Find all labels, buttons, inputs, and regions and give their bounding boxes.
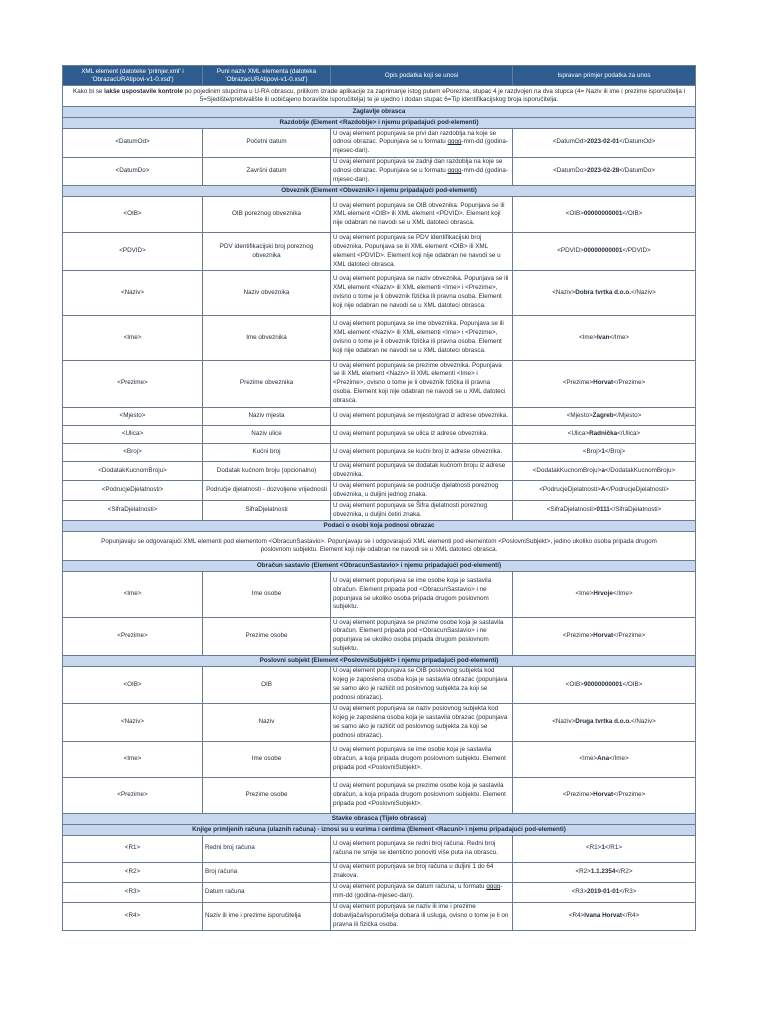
example-open-tag: <R3> — [571, 887, 588, 895]
example-value: Horvat — [593, 379, 614, 387]
section-row — [63, 561, 696, 572]
example-cell — [513, 129, 696, 158]
date-format-token: gggg — [486, 883, 501, 891]
example-cell — [513, 157, 696, 186]
full-name-cell: OIB — [203, 666, 331, 704]
section-row — [63, 107, 696, 118]
example-open-tag: <Ime> — [575, 590, 594, 598]
example-open-tag: <Prezime> — [562, 631, 594, 639]
full-name-cell: Početni datum — [203, 129, 331, 158]
example-cell — [513, 862, 696, 882]
table-row — [63, 443, 696, 461]
example-close-tag: </R4> — [622, 911, 640, 919]
description-cell: U ovaj element popunjava se ime osobe koja je sastavila obračun. Element pripada pod <ObracunSastavio> i ne popunjava se ukoliko osoba pripada drugom poslovnom subjektu. — [331, 572, 513, 618]
example-open-tag: <DatumDo> — [553, 167, 588, 175]
intro-row — [63, 86, 696, 107]
header-description: Opis podatka koji se unosi — [331, 66, 513, 86]
intro-note — [63, 86, 696, 107]
xml-element-cell: <OIB> — [63, 666, 203, 704]
table-row — [63, 197, 696, 233]
example-open-tag: <R1> — [585, 844, 602, 852]
example-open-tag: <Mjesto> — [566, 411, 593, 419]
example-value: 0111 — [596, 506, 610, 514]
xml-element-cell: <R3> — [63, 882, 203, 902]
section-row — [63, 118, 696, 129]
full-name-cell: Redni broj računa — [203, 835, 331, 862]
description-cell — [331, 157, 513, 186]
xml-element-cell: <PDVID> — [63, 233, 203, 271]
section-zaglavlje: Zaglavlje obrasca — [63, 107, 696, 118]
example-value: Dobra tvrtka d.o.o. — [575, 288, 631, 296]
section-knjige: Knjige primljenih računa (ulaznih računa) - iznosi su u eurima i centima (Element <Racuni> i njemu pripadajući pod-elementi) — [63, 824, 696, 835]
example-value: 90000000001 — [583, 680, 623, 688]
example-value: Horvat — [593, 631, 614, 639]
example-value: Druga tvrtka d.o.o. — [575, 718, 631, 726]
table-row — [63, 233, 696, 271]
header-full-name: Puni naziv XML elementa (datoteka 'ObrazacURAtipovi-v1-0.xsd') — [203, 66, 331, 86]
example-open-tag: <PodrucjeDjelatnosti> — [539, 486, 601, 494]
xml-element-cell: <R2> — [63, 862, 203, 882]
example-value: a — [601, 466, 605, 474]
example-cell — [513, 741, 696, 777]
xml-element-cell: <R4> — [63, 902, 203, 931]
example-close-tag: </Ime> — [612, 590, 633, 598]
full-name-cell: PDV identifikacijski broj poreznog obveznika — [203, 233, 331, 271]
xml-element-cell: <Prezime> — [63, 361, 203, 408]
table-row — [63, 461, 696, 481]
example-close-tag: </OIB> — [622, 210, 643, 218]
date-format-token: gggg — [447, 138, 462, 146]
example-close-tag: </PodrucjeDjelatnosti> — [605, 486, 669, 494]
example-cell — [513, 443, 696, 461]
note-row — [63, 532, 696, 561]
full-name-cell: Ime osobe — [203, 572, 331, 618]
xml-element-cell: <OIB> — [63, 197, 203, 233]
full-name-cell: Dodatak kućnom broju (opcionalno) — [203, 461, 331, 481]
description-cell — [331, 882, 513, 902]
xml-element-cell: <Naziv> — [63, 704, 203, 742]
example-cell — [513, 572, 696, 618]
example-close-tag: </SifraDjelatnosti> — [609, 506, 662, 514]
full-name-cell: Broj računa — [203, 862, 331, 882]
example-close-tag: </DatumOd> — [619, 138, 656, 146]
example-close-tag: </Prezime> — [613, 790, 646, 798]
xml-spec-table — [62, 65, 696, 931]
full-name-cell: Završni datum — [203, 157, 331, 186]
date-format-token: gggg — [447, 167, 462, 175]
xml-element-cell: <R1> — [63, 835, 203, 862]
example-value: A — [600, 486, 606, 494]
example-close-tag: </R1> — [604, 844, 623, 852]
table-row — [63, 501, 696, 521]
xml-element-cell: <DodatakKucnomBroju> — [63, 461, 203, 481]
example-open-tag: <R2> — [575, 867, 591, 875]
header-xml-element: XML element (datoteke 'primjer.xml' i 'ObrazacURAtipovi-v1-0.xsd') — [63, 66, 203, 86]
example-value: 1 — [601, 844, 605, 852]
xml-element-cell: <Naziv> — [63, 271, 203, 316]
section-row — [63, 521, 696, 532]
example-open-tag: <Ime> — [579, 754, 598, 762]
xml-element-cell: <Mjesto> — [63, 407, 203, 425]
example-cell — [513, 233, 696, 271]
section-sastavio: Obračun sastavio (Element <ObracunSastavio> i njemu pripadajući pod-elementi) — [63, 561, 696, 572]
full-name-cell: Područje djelatnosti - dozvoljene vrijednosti — [203, 481, 331, 501]
example-cell — [513, 777, 696, 813]
example-open-tag: <Ime> — [578, 333, 597, 341]
example-cell — [513, 461, 696, 481]
example-value: 1 — [601, 447, 605, 455]
description-cell: U ovaj element popunjava se OIB poslovnog subjekta kod kojeg je zaposlena osoba koja je sastavila obrazac (popunjava se samo ako je različit od poslovnog subjekta za koji se podnosi obrazac). — [331, 666, 513, 704]
xml-element-cell: <Ime> — [63, 572, 203, 618]
example-value: Ana — [597, 754, 610, 762]
example-value: Horvat — [593, 790, 614, 798]
table-row — [63, 407, 696, 425]
table-header-row — [63, 66, 696, 86]
xml-element-cell: <DatumDo> — [63, 157, 203, 186]
section-poslovni: Poslovni subjekt (Element <PoslovniSubjekt> i njemu pripadajući pod-elementi) — [63, 655, 696, 666]
example-open-tag: <Prezime> — [562, 790, 594, 798]
description-cell: U ovaj element popunjava se područje djelatnosti poreznog obveznika, u duljini jednog znaka. — [331, 481, 513, 501]
description-cell: U ovaj element popunjava se broj računa u duljini 1 do 64 znakova. — [331, 862, 513, 882]
example-close-tag: </DatumDo> — [619, 167, 655, 175]
table-row — [63, 129, 696, 158]
example-close-tag: </PDVID> — [622, 247, 651, 255]
description-cell: U ovaj element popunjava se OIB obveznika. Popunjava se ili XML element <OIB> ili XML element <PDVID>. Element koji nije odabran ne navodi se u XML datoteci obrasca. — [331, 197, 513, 233]
poslovni-group — [63, 666, 696, 813]
full-name-cell: SifraDjelatnosti — [203, 501, 331, 521]
table-row — [63, 835, 696, 862]
xml-element-cell: <Prezime> — [63, 618, 203, 656]
example-open-tag: <OIB> — [565, 680, 584, 688]
description-cell: U ovaj element popunjava se dodatak kućnom broju iz adrese obveznika. — [331, 461, 513, 481]
example-open-tag: <PDVID> — [557, 247, 584, 255]
example-value: 2023-02-28 — [587, 167, 620, 175]
description-cell: U ovaj element popunjava se ime obveznika. Popunjava se ili XML element <Naziv> ili XML elementi <Ime> i <Prezime>, ovisno o tome je li obveznik fizička ili pravna osoba. Element koji nije odabran ne navodi se u XML datoteci obrasca. — [331, 316, 513, 361]
example-value: Radnička — [589, 429, 618, 437]
full-name-cell: Naziv ili ime i prezime isporučitelja — [203, 902, 331, 931]
section-row — [63, 186, 696, 197]
example-cell — [513, 425, 696, 443]
example-close-tag: </DodatakKucnomBroju> — [604, 466, 676, 474]
description-cell: U ovaj element popunjava se ulica iz adrese obveznika. — [331, 425, 513, 443]
description-cell: U ovaj element popunjava se PDV identifikacijski broj obveznika. Popunjava se ili XML element <OIB> ili XML element <PDVID>. Element koji nije odabran ne navodi se u XML datoteci obrasca. — [331, 233, 513, 271]
table-row — [63, 316, 696, 361]
description-cell: U ovaj element popunjava se naziv obveznika. Popunjava se ili XML element <Naziv> ili XML elementi <Ime> i <Prezime>, ovisno o tome je li obveznik fizička ili pravna osoba. Element koji nije odabran ne navodi se u XML datoteci obrasca. — [331, 271, 513, 316]
example-cell — [513, 271, 696, 316]
description-cell — [331, 129, 513, 158]
example-open-tag: <R4> — [568, 911, 585, 919]
table-row — [63, 157, 696, 186]
example-cell — [513, 666, 696, 704]
example-value: Ivan — [596, 333, 610, 341]
description-text: U ovaj element popunjava se datum računa, u formatu — [333, 883, 487, 891]
table-row — [63, 666, 696, 704]
example-cell — [513, 481, 696, 501]
example-close-tag: </Broj> — [604, 447, 626, 455]
section-row — [63, 813, 696, 824]
example-close-tag: </Prezime> — [613, 631, 646, 639]
full-name-cell: Naziv mjesta — [203, 407, 331, 425]
example-open-tag: <OIB> — [565, 210, 584, 218]
section-row — [63, 824, 696, 835]
description-cell: U ovaj element popunjava se prezime osobe koja je sastavila obračun, a koja pripada drugom poslovnom subjektu. Element pripada pod <PoslovniSubjekt>. — [331, 777, 513, 813]
example-value: 2019-01-01 — [587, 887, 620, 895]
example-open-tag: <Ulica> — [567, 429, 590, 437]
table-row — [63, 902, 696, 931]
example-open-tag: <Naziv> — [552, 288, 576, 296]
section-row — [63, 655, 696, 666]
table-row — [63, 741, 696, 777]
full-name-cell: Ime osobe — [203, 741, 331, 777]
example-value: 2023-02-01 — [587, 138, 620, 146]
example-cell — [513, 407, 696, 425]
intro-pre: Kako bi se — [73, 88, 105, 95]
section-obveznik: Obveznik (Element <Obveznik> i njemu pripadajući pod-elementi) — [63, 186, 696, 197]
example-cell — [513, 197, 696, 233]
example-close-tag: </Mjesto> — [613, 411, 642, 419]
example-close-tag: </Ime> — [609, 754, 629, 762]
example-value: 00000000001 — [583, 210, 623, 218]
example-close-tag: </R2> — [615, 867, 633, 875]
full-name-cell: Prezime osobe — [203, 618, 331, 656]
example-cell — [513, 835, 696, 862]
full-name-cell: Prezime osobe — [203, 777, 331, 813]
example-close-tag: </Naziv> — [630, 288, 656, 296]
example-close-tag: </Ulica> — [617, 429, 641, 437]
description-cell: U ovaj element popunjava se naziv poslovnog subjekta kod kojeg je zaposlena osoba koja je sastavila obrazac (popunjava se samo ako je različit od poslovnog subjekta za koji se podnosi obrazac). — [331, 704, 513, 742]
section-podaci-osobi: Podaci o osobi koja podnosi obrazac — [63, 521, 696, 532]
example-cell — [513, 902, 696, 931]
example-cell — [513, 704, 696, 742]
example-open-tag: <SifraDjelatnosti> — [546, 506, 597, 514]
xml-element-cell: <Prezime> — [63, 777, 203, 813]
table-row — [63, 481, 696, 501]
podaci-note: Popunjavaju se odgovarajući XML elementi pod elementom <ObracunSastavio>. Popunjavaju se i odgovarajući XML elementi pod elementom <PoslovniSubjekt>, jedino ukoliko osoba pripada drugom poslovnom subjektu. Element koji nije odabran ne navodi se u XML datoteci obrasca. — [63, 532, 696, 561]
xml-element-cell: <Ime> — [63, 741, 203, 777]
xml-element-cell: <SifraDjelatnosti> — [63, 501, 203, 521]
table-row — [63, 882, 696, 902]
full-name-cell: Datum računa — [203, 882, 331, 902]
description-text: -mm-dd (godina-mjesec-dan). — [333, 138, 509, 155]
full-name-cell: OIB poreznog obveznika — [203, 197, 331, 233]
description-text: U ovaj element popunjava se prvi dan razdoblja na koje se odnosi obrazac. Popunjava se u formatu — [333, 129, 497, 146]
example-cell — [513, 501, 696, 521]
example-close-tag: </R3> — [619, 887, 637, 895]
intro-post: po pojedinim stupcima u U-RA obrascu, prilikom izrade aplikacije za zaprimanje istog putem ePorezna, stupac 4 je razdvojen na dva stupca (4= Naziv ili ime i prezime isporučitelja i 5=Sjedište/prebivalište ili uobičajeno boravište isporučitelja) te je ujedno i dodan stupac 6=Tip identifikacijskog broja isporučitelja. — [182, 88, 685, 103]
table-row — [63, 862, 696, 882]
intro-bold: lakše uspostavile kontrole — [104, 88, 183, 95]
table-row — [63, 572, 696, 618]
description-text: -mm-dd (godina-mjesec-dan). — [333, 167, 509, 184]
header-example: Ispravan primjer podatka za unos — [513, 66, 696, 86]
sastavio-group — [63, 572, 696, 656]
xml-element-cell: <Ime> — [63, 316, 203, 361]
example-close-tag: </Naziv> — [630, 718, 656, 726]
table-row — [63, 704, 696, 742]
example-close-tag: </Ime> — [609, 333, 630, 341]
description-cell: U ovaj element popunjava se prezime obveznika. Popunjava se ili XML element <Naziv> ili XML elementi <Ime> i <Prezime>, ovisno o tome je li obveznik fizička ili pravna osoba. Element koji nije odabran ne navodi se u XML datoteci obrasca. — [331, 361, 513, 408]
example-cell — [513, 882, 696, 902]
description-cell: U ovaj element popunjava se redni broj računa. Redni broj računa ne smije se identično ponoviti više puta na obrascu. — [331, 835, 513, 862]
xml-element-cell: <PodrucjeDjelatnosti> — [63, 481, 203, 501]
example-value: 00000000001 — [583, 247, 623, 255]
description-text: U ovaj element popunjava se zadnji dan razdoblja na koje se odnosi obrazac. Popunjava se u formatu — [333, 158, 503, 175]
table-row — [63, 271, 696, 316]
example-open-tag: <Broj> — [582, 447, 602, 455]
full-name-cell: Naziv — [203, 704, 331, 742]
razdoblje-group — [63, 129, 696, 186]
example-open-tag: <Naziv> — [552, 718, 576, 726]
full-name-cell: Kućni broj — [203, 443, 331, 461]
full-name-cell: Naziv ulice — [203, 425, 331, 443]
example-open-tag: <DodatakKucnomBroju> — [532, 466, 602, 474]
description-cell: U ovaj element popunjava se Šifra djelatnosti poreznog obveznika, u duljini četiri znaka. — [331, 501, 513, 521]
description-cell: U ovaj element popunjava se naziv ili ime i prezime dobavljača/isporučitelja dobara ili usluga, ovisno o tome je li on pravna ili fizička osoba. — [331, 902, 513, 931]
document-page — [62, 65, 695, 931]
full-name-cell: Ime obveznika — [203, 316, 331, 361]
description-cell: U ovaj element popunjava se kućni broj iz adrese obveznika. — [331, 443, 513, 461]
xml-element-cell: <Broj> — [63, 443, 203, 461]
description-text: -mm-dd (godina-mjesec-dan). — [333, 883, 503, 900]
xml-element-cell: <Ulica> — [63, 425, 203, 443]
table-row — [63, 361, 696, 408]
knjige-group — [63, 835, 696, 930]
description-cell: U ovaj element popunjava se ime osobe koja je sastavila obračun, a koja pripada drugom poslovnom subjektu. Element pripada pod <PoslovniSubjekt>. — [331, 741, 513, 777]
example-value: Ivana Horvat — [584, 911, 623, 919]
section-stavke: Stavke obrasca (Tijelo obrasca) — [63, 813, 696, 824]
table-row — [63, 618, 696, 656]
example-value: 1.1.2354 — [590, 867, 616, 875]
example-close-tag: </Prezime> — [613, 379, 646, 387]
example-open-tag: <DatumOd> — [552, 138, 588, 146]
example-close-tag: </OIB> — [622, 680, 643, 688]
example-open-tag: <Prezime> — [562, 379, 594, 387]
description-cell: U ovaj element popunjava se prezime osobe koja je sastavila obračun. Element pripada pod <ObracunSastavio> i ne popunjava se ukoliko osoba pripada drugom poslovnom subjektu. — [331, 618, 513, 656]
example-cell — [513, 618, 696, 656]
example-value: Zagreb — [592, 411, 614, 419]
full-name-cell: Naziv obveznika — [203, 271, 331, 316]
example-cell — [513, 361, 696, 408]
xml-element-cell: <DatumOd> — [63, 129, 203, 158]
description-cell: U ovaj element popunjava se mjesto/grad iz adrese obveznika. — [331, 407, 513, 425]
section-razdoblje: Razdoblje (Element <Razdoblje> i njemu pripadajući pod-elementi) — [63, 118, 696, 129]
obveznik-group — [63, 197, 696, 521]
example-value: Hrvoje — [593, 590, 613, 598]
full-name-cell: Prezime obveznika — [203, 361, 331, 408]
table-row — [63, 425, 696, 443]
table-row — [63, 777, 696, 813]
example-cell — [513, 316, 696, 361]
